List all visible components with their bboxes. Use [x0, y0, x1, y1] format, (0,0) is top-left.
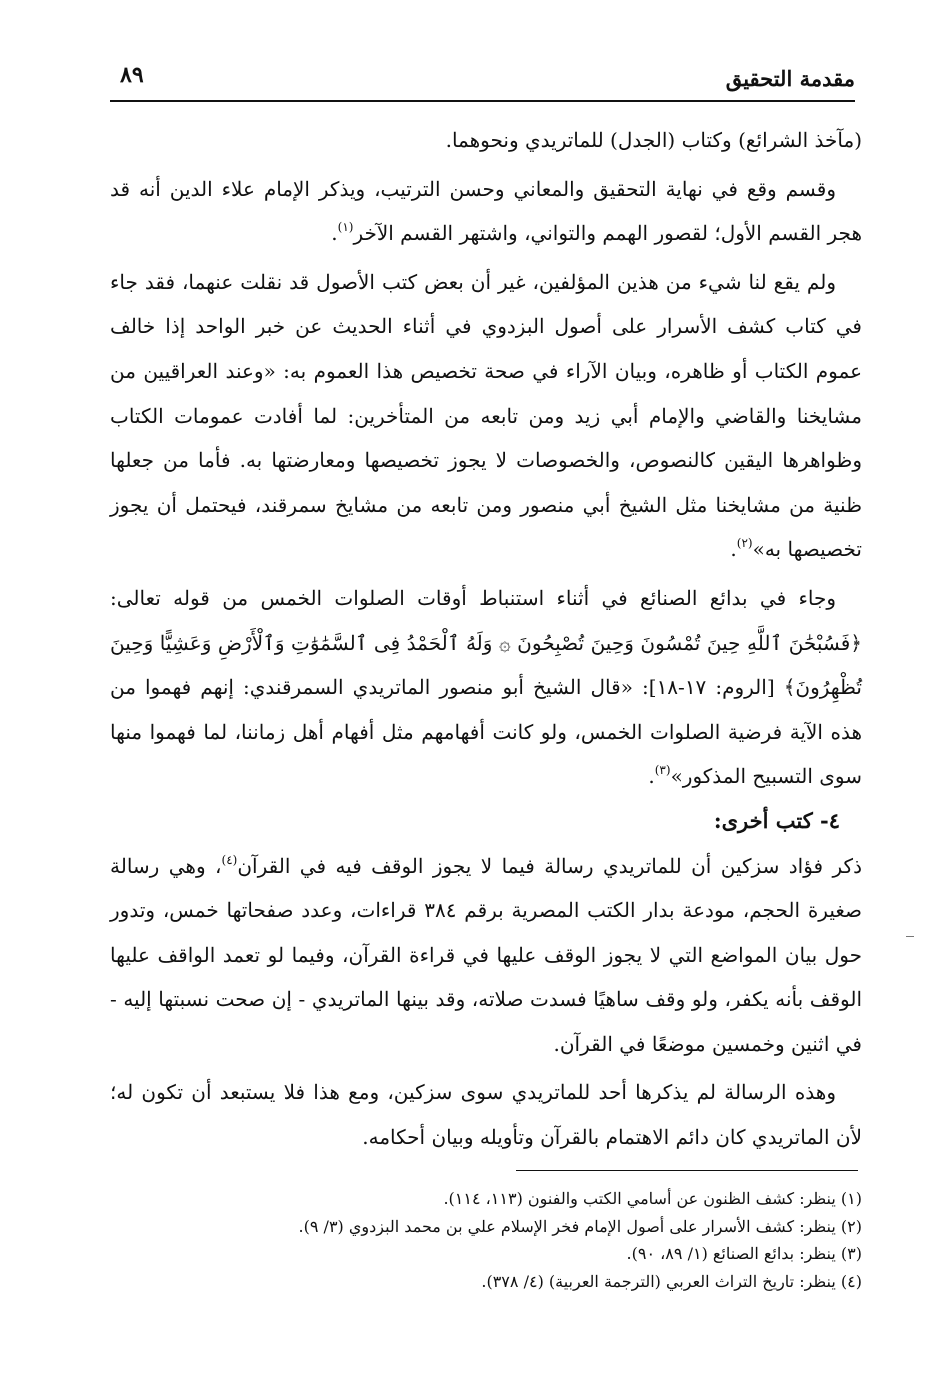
footnotes — [110, 1185, 862, 1295]
header-rule — [110, 100, 855, 102]
footnote-2: (٢) ينظر: كشف الأسرار على أصول الإمام فخر الإسلام علي بن محمد البزدوي (٣/ ٩). — [298, 1216, 862, 1236]
footnote-4: (٤) ينظر: تاريخ التراث العربي (الترجمة العربية) (٤/ ٣٧٨). — [481, 1271, 862, 1291]
footnote-ref-3[interactable]: (٣) — [654, 763, 671, 778]
paragraph-6 — [110, 1070, 862, 1159]
body-text — [110, 118, 862, 1160]
footnote-3: (٣) ينظر: بدائع الصنائع (١/ ٨٩، ٩٠). — [626, 1244, 862, 1263]
paragraph-5-text-a: ذكر فؤاد سزكين أن للماتريدي رسالة فيما لا يجوز الوقف فيه في القرآن — [237, 853, 862, 878]
footnote-ref-4[interactable]: (٤) — [221, 852, 238, 867]
paragraph-5 — [110, 844, 862, 1067]
paragraph-5-text-b: ، وهي رسالة صغيرة الحجم، مودعة بدار الكتب المصرية برقم ٣٨٤ قراءات، وعدد صفحاتها خمس، وتدور حول بيان المواضع التي لا يجوز الوقف عليها في قراءة القرآن، وفيما لو تعمد الواقف عليها الوقف بأنه يكفر، ولو وقف ساهيًا فسدت صلاته، وقد بينها الماتريدي - إن صحت نسبتها إليه - في اثنين وخمسين موضعًا في القرآن. — [110, 853, 862, 1056]
margin-mark — [906, 936, 914, 937]
paragraph-3 — [110, 260, 862, 572]
footnote-ref-1[interactable]: (١) — [337, 220, 354, 235]
paragraph-4 — [110, 576, 862, 799]
section-heading: ٤- كتب أخرى: — [713, 807, 840, 833]
footnote-separator — [516, 1170, 858, 1171]
paragraph-2-text: وقسم وقع في نهاية التحقيق والمعاني وحسن الترتيب، ويذكر الإمام علاء الدين أنه قد هجر القسم الأول؛ لقصور الهمم والتواني، واشتهر القسم الآخر — [110, 176, 862, 246]
paragraph-3-end: . — [730, 537, 737, 562]
page-number: ٨٩ — [120, 62, 144, 88]
paragraph-2 — [110, 167, 862, 256]
paragraph-4-text: وجاء في بدائع الصنائع في أثناء استنباط أوقات الصلوات الخمس من قوله تعالى: ﴿فَسُبْحَٰنَ ٱللَّهِ حِينَ تُمْسُونَ وَحِينَ تُصْبِحُونَ ۞ وَلَهُ ٱلْحَمْدُ فِى ٱلسَّمَٰوَٰتِ وَٱلْأَرْضِ وَعَشِيًّا وَحِينَ تُظْهِرُونَ﴾ [الروم: ١٧-١٨]: «قال الشيخ أبو منصور الماتريدي السمرقندي: إنهم فهموا من هذه الآية فرضية الصلوات الخمس، ولو كانت أفهامهم مثل أفهام أهل زماننا، لما فهموا منها سوى التسبيح المذكور» — [110, 585, 862, 789]
paragraph-3-text: ولم يقع لنا شيء من هذين المؤلفين، غير أن بعض كتب الأصول قد نقلت عنهما، فقد جاء في كتاب كشف الأسرار على أصول البزدوي في أثناء الحديث عن خبر الواحد إذا خالف عموم الكتاب أو ظاهره، وبيان الآراء في صحة تخصيص هذا العموم به: «وعند العراقيين من مشايخنا والقاضي والإمام أبي زيد ومن تابعه من المتأخرين: لما أفادت عمومات الكتاب وظواهرها اليقين كالنصوص، والخصوصات لا يجوز تخصيصها ومعارضتها به. فأما من جعلها ظنية من مشايخنا مثل الشيخ أبي منصور ومن تابعه من مشايخ سمرقند، فيحتمل أن يجوز تخصيصها به» — [110, 269, 862, 562]
footnote-ref-2[interactable]: (٢) — [736, 536, 753, 551]
paragraph-1 — [110, 118, 862, 163]
page-header — [110, 58, 855, 102]
paragraph-1-text: (مآخذ الشرائع) وكتاب (الجدل) للماتريدي ونحوهما. — [445, 128, 862, 152]
paragraph-2-end: . — [331, 221, 338, 246]
page-title: مقدمة التحقيق — [725, 66, 855, 91]
paragraph-6-text: وهذه الرسالة لم يذكرها أحد للماتريدي سوى سزكين، ومع هذا فلا يستبعد أن تكون له؛ لأن الماتريدي كان دائم الاهتمام بالقرآن وتأويله وبيان أحكامه. — [110, 1080, 862, 1150]
footnote-1: (١) ينظر: كشف الظنون عن أسامي الكتب والفنون (١١٣، ١١٤). — [443, 1189, 862, 1208]
paragraph-4-end: . — [648, 764, 655, 789]
